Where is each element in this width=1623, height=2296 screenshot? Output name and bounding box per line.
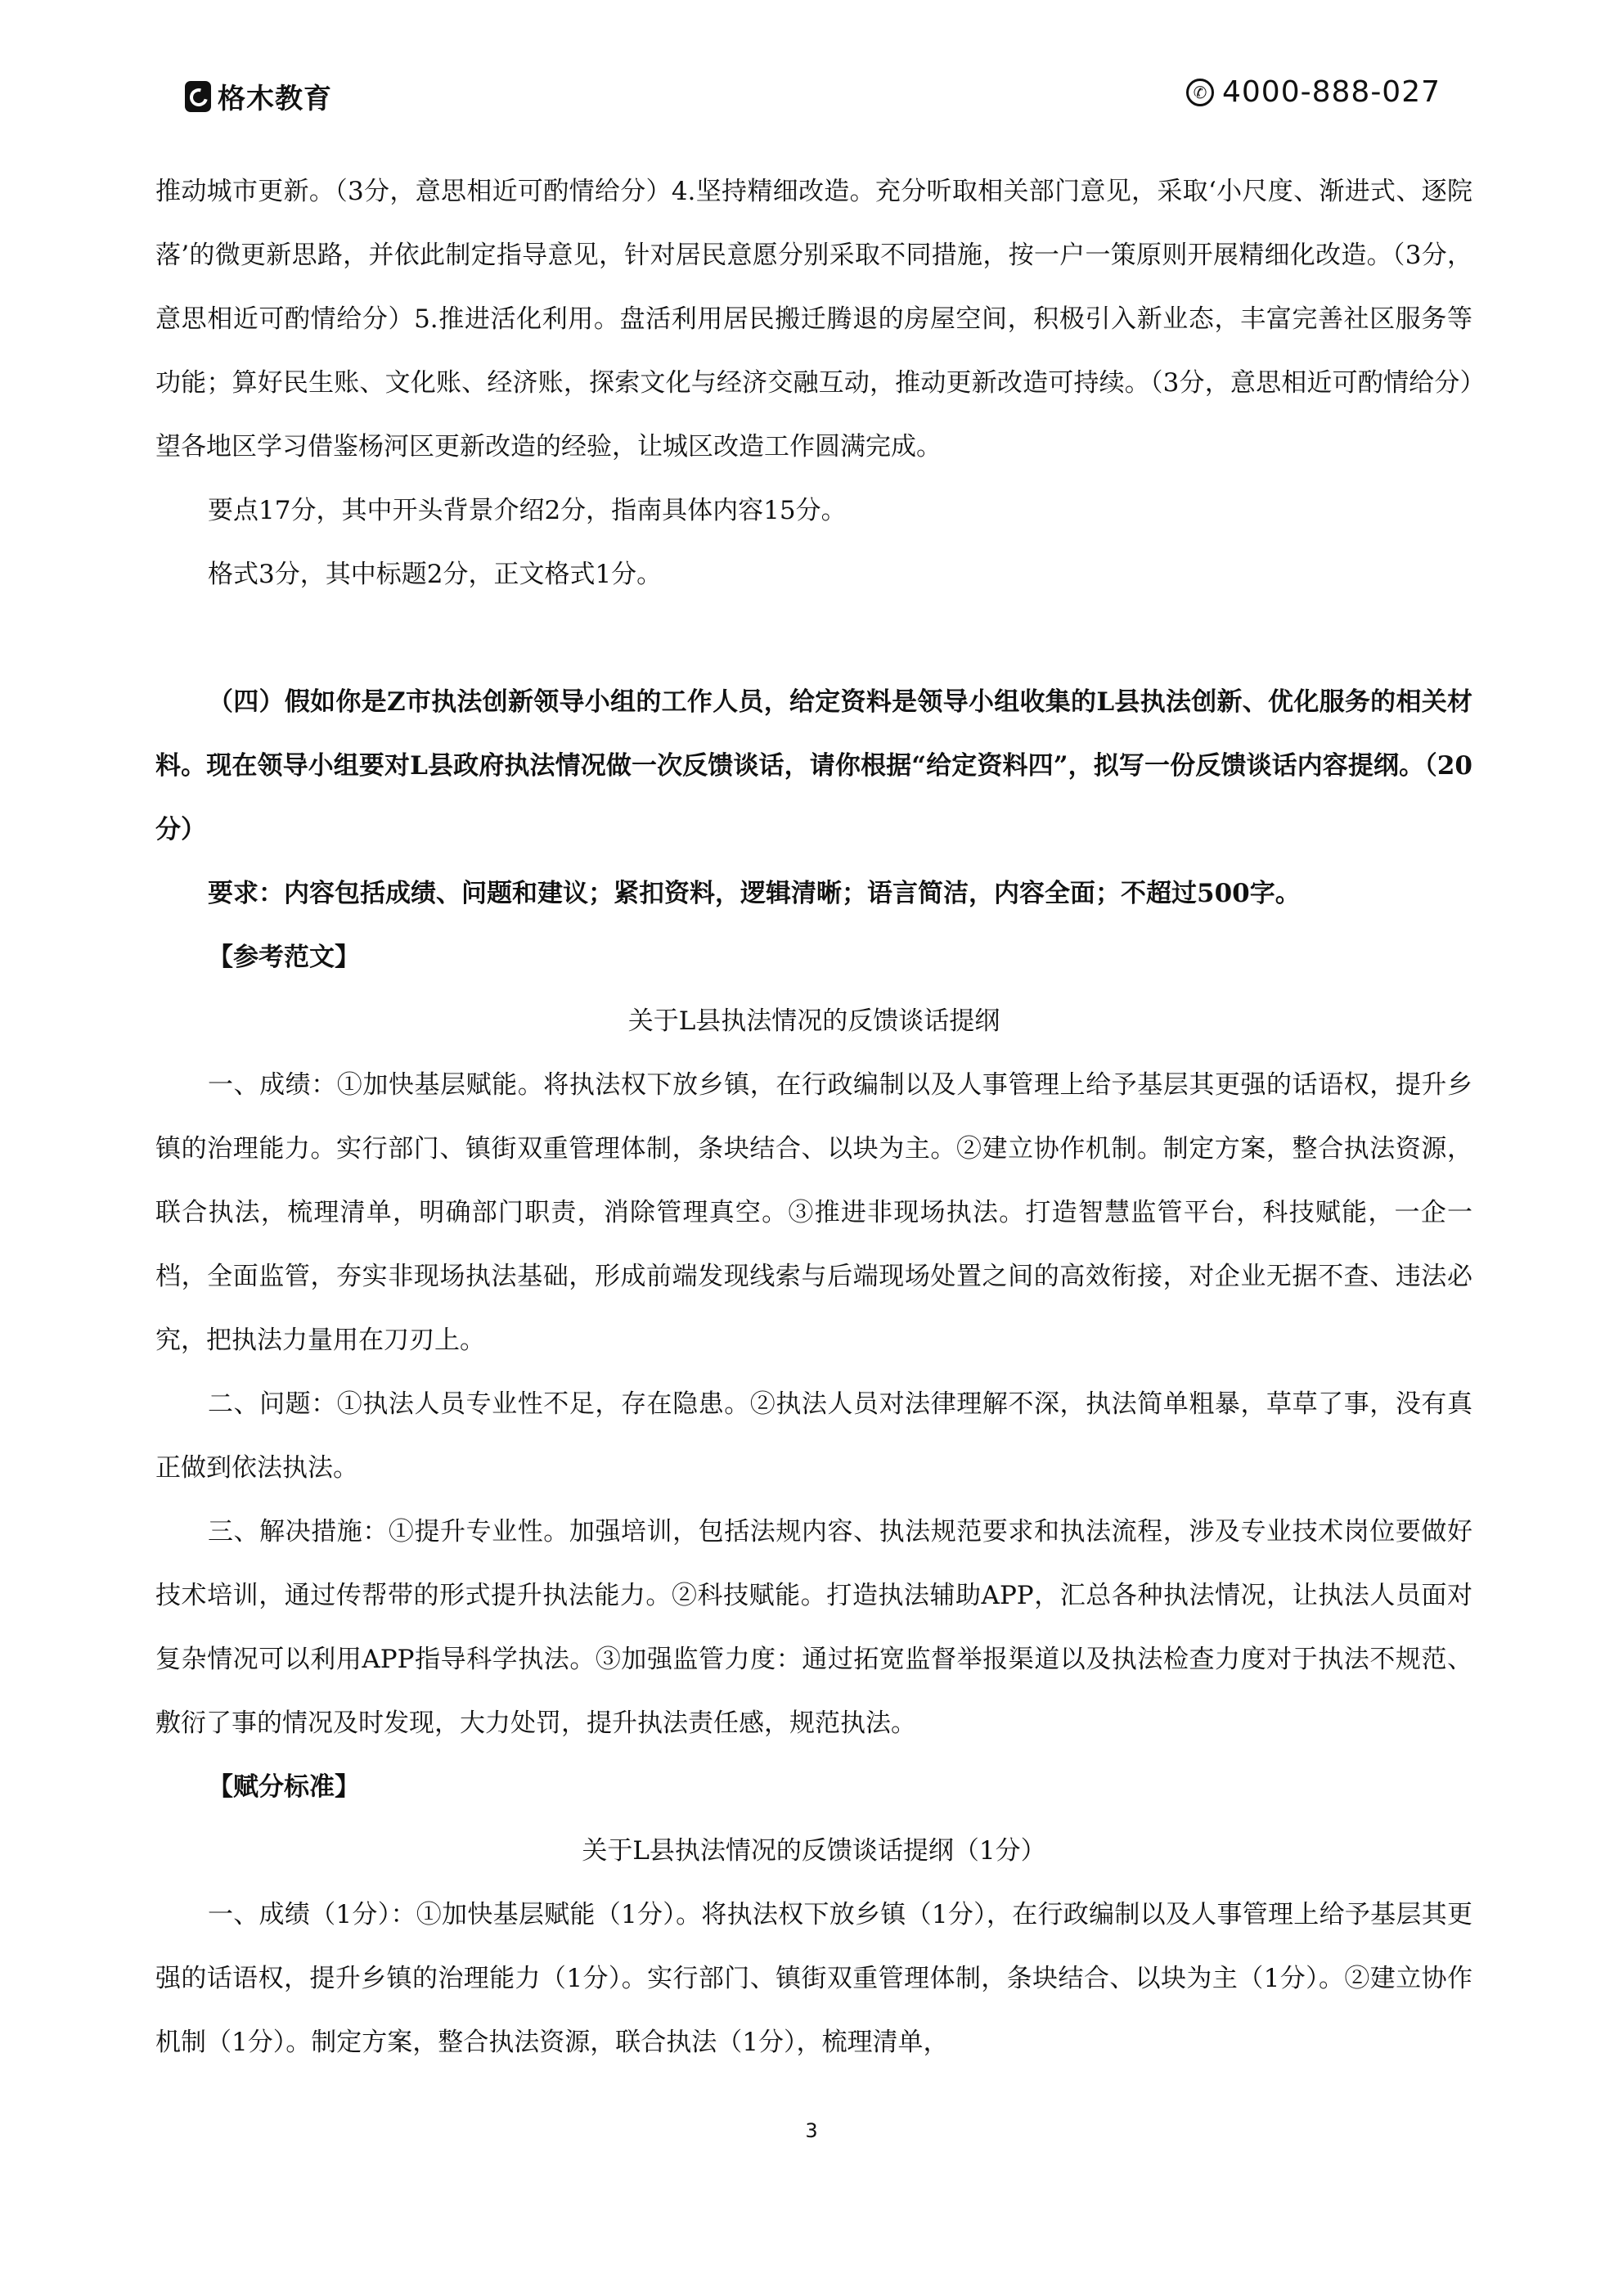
brand-logo: [185, 76, 332, 116]
scoring-achievements: 一、成绩（1分）：①加快基层赋能（1分）。将执法权下放乡镇（1分），在行政编制以及人事管理上给予基层其更强的话语权，提升乡镇的治理能力（1分）。实行部门、镇街双重管理体制，条块结合、以块为主（1分）。②建立协作机制（1分）。制定方案，整合执法资源，联合执法（1分），梳理清单，: [155, 1900, 1472, 2057]
page-number: 3: [805, 2119, 818, 2142]
reference-title: 关于L县执法情况的反馈谈话提纲: [627, 1006, 1000, 1036]
brand-name: 格木教育: [218, 83, 332, 115]
phone-number: 4000-888-027: [1222, 75, 1441, 109]
reference-problems: 二、问题：①执法人员专业性不足，存在隐患。②执法人员对法律理解不深，执法简单粗暴，草草了事，没有真正做到依法执法。: [155, 1389, 1472, 1483]
question-text: （四）假如你是Z市执法创新领导小组的工作人员，给定资料是领导小组收集的L县执法创新、优化服务的相关材料。现在领导小组要对L县政府执法情况做一次反馈谈话，请你根据“给定资料四”，拟写一份反馈谈话内容提纲。（20分）: [155, 687, 1472, 844]
document-body: [155, 160, 1472, 2074]
reference-heading: 【参考范文】: [208, 943, 360, 972]
hotline: [1186, 75, 1441, 109]
format-score-note: 格式3分，其中标题2分，正文格式1分。: [208, 560, 663, 589]
spacer: [155, 606, 1472, 670]
prev-section-paragraph: 推动城市更新。（3分，意思相近可酌情给分）4.坚持精细改造。充分听取相关部门意见，采取‘小尺度、渐进式、逐院落’的微更新思路，并依此制定指导意见，针对居民意愿分别采取不同措施，按一户一策原则开展精细化改造。（3分，意思相近可酌情给分）5.推进活化利用。盘活利用居民搬迁腾退的房屋空间，积极引入新业态，丰富完善社区服务等功能；算好民生账、文化账、经济账，探索文化与经济交融互动，推动更新改造可持续。（3分，意思相近可酌情给分）望各地区学习借鉴杨河区更新改造的经验，让城区改造工作圆满完成。: [155, 177, 1472, 461]
reference-solutions: 三、解决措施：①提升专业性。加强培训，包括法规内容、执法规范要求和执法流程，涉及专业技术岗位要做好技术培训，通过传帮带的形式提升执法能力。②科技赋能。打造执法辅助APP，汇总各种执法情况，让执法人员面对复杂情况可以利用APP指导科学执法。③加强监管力度：通过拓宽监督举报渠道以及执法检查力度对于执法不规范、敷衍了事的情况及时发现，大力处罚，提升执法责任感，规范执法。: [155, 1517, 1472, 1738]
brand-e-logo-icon: [185, 81, 211, 112]
scoring-title: 关于L县执法情况的反馈谈话提纲（1分）: [582, 1836, 1046, 1866]
phone-icon: ✆: [1186, 79, 1214, 106]
page-header: [0, 0, 1623, 131]
scoring-heading: 【赋分标准】: [208, 1772, 360, 1802]
reference-achievements: 一、成绩：①加快基层赋能。将执法权下放乡镇，在行政编制以及人事管理上给予基层其更强的话语权，提升乡镇的治理能力。实行部门、镇街双重管理体制，条块结合、以块为主。②建立协作机制。制定方案，整合执法资源，联合执法，梳理清单，明确部门职责，消除管理真空。③推进非现场执法。打造智慧监管平台，科技赋能，一企一档，全面监管，夯实非现场执法基础，形成前端发现线索与后端现场处置之间的高效衔接，对企业无据不查、违法必究，把执法力量用在刀刃上。: [155, 1070, 1472, 1355]
requirement-text: 要求：内容包括成绩、问题和建议；紧扣资料，逻辑清晰；语言简洁，内容全面；不超过500字。: [208, 879, 1301, 908]
points-score-note: 要点17分，其中开头背景介绍2分，指南具体内容15分。: [208, 496, 847, 525]
